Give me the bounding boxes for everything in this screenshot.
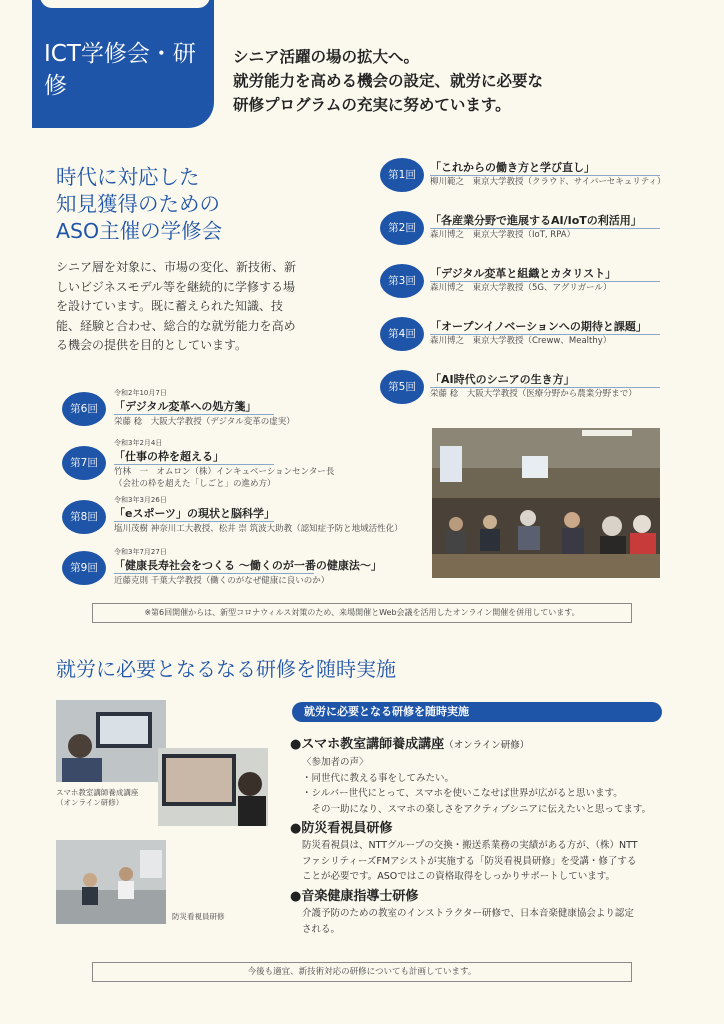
smartphone-training-photo-2 — [158, 748, 268, 826]
session-badge: 第2回 — [380, 211, 424, 245]
session-badge: 第6回 — [62, 392, 106, 426]
course-item: ●防災看視員研修 防災看視員は、NTTグループの交換・搬送系業務の実績がある方が、（株）NTT ファシリティーズFMアシストが実施する「防災看視員研修」を受講・修了する ことが必要です。ASOではこの資格取得をしっかりサポートしています。 — [290, 821, 638, 882]
session-badge: 第5回 — [380, 370, 424, 404]
course-item: ●スマホ教室講師養成講座（オンライン研修） 〈参加者の声〉 ・同世代に教える事をしてみたい。 ・シルバー世代にとって、スマホを使いこなせば世界が広がると思います。 その一助になり、スマホの楽しさをアクティブシニアに伝えたいと思ってます。 — [290, 737, 652, 815]
session-badge: 第7回 — [62, 446, 106, 480]
seminar-photo — [432, 428, 660, 578]
training-bar: 就労に必要となる研修を随時実施 — [292, 702, 662, 722]
photo-image — [158, 748, 268, 826]
session-badge: 第9回 — [62, 551, 106, 585]
study-heading: 時代に対応した 知見獲得のための ASO主催の学修会 — [56, 165, 223, 243]
smartphone-training-photo-1 — [56, 700, 166, 782]
header-lead: シニア活躍の場の拡大へ。 就労能力を高める機会の設定、就労に必要な 研修プログラムの充実に努めています。 — [233, 48, 544, 114]
study-note: ※第6回開催からは、新型コロナウィルス対策のため、来場開催とWeb会議を活用したオンライン開催を併用しています。 — [92, 603, 632, 623]
training-footer: 今後も適宜、新技術対応の研修についても計画しています。 — [92, 962, 632, 982]
photo-caption: スマホ教室講師養成講座 （オンライン研修） — [56, 788, 139, 807]
session-badge: 第3回 — [380, 264, 424, 298]
page-title: ICT学修会・研修 — [44, 41, 196, 99]
course-item: ●音楽健康指導士研修 介護予防のための教室のインストラクター研修で、日本音楽健康協会より認定 される。 — [290, 889, 634, 935]
disaster-training-photo — [56, 840, 166, 924]
header-tab-notch — [40, 0, 210, 8]
session-badge: 第8回 — [62, 500, 106, 534]
seminar-photo-image — [432, 428, 660, 578]
session-badge: 第1回 — [380, 158, 424, 192]
training-heading: 就労に必要となるなる研修を随時実施 — [56, 657, 396, 681]
session-badge: 第4回 — [380, 317, 424, 351]
photo-image — [56, 700, 166, 782]
photo-image — [56, 840, 166, 924]
study-description: シニア層を対象に、市場の変化、新技術、新しいビジネスモデル等を継続的に学修する場を設けています。既に蓄えられた知識、技能、経験と合わせ、総合的な就労能力を高める機会の提供を目的としています。 — [56, 260, 297, 353]
photo-caption: 防災看視員研修 — [172, 912, 225, 921]
